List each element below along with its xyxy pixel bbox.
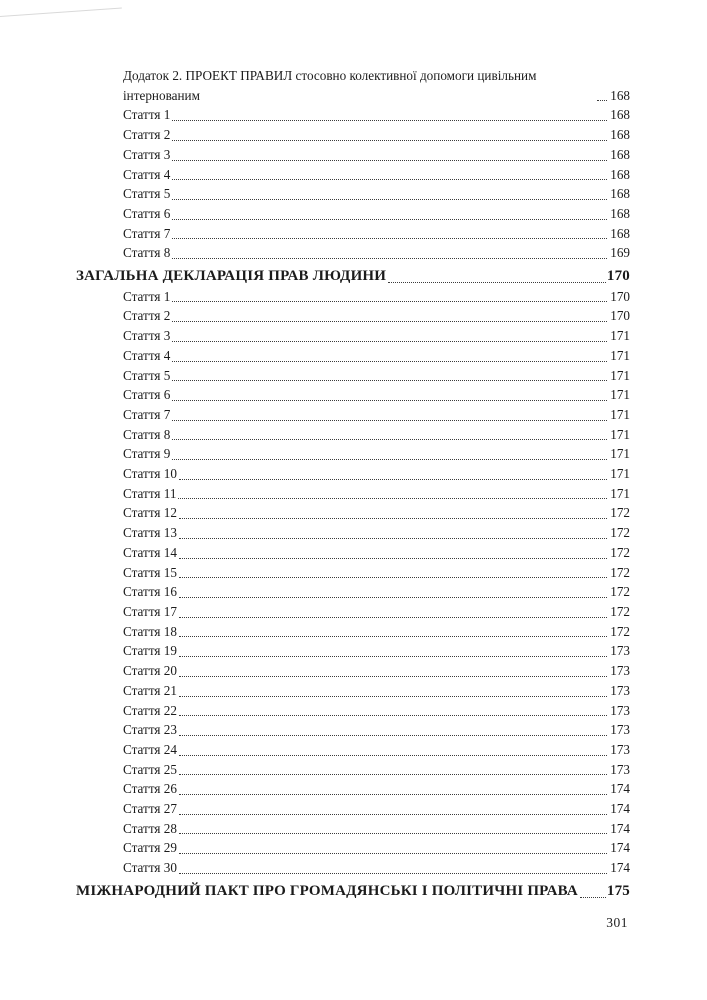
toc-entry xyxy=(76,681,630,701)
toc-entry-page: 172 xyxy=(610,525,630,541)
dotted-leader xyxy=(179,676,607,677)
toc-entry-label: Стаття 12 xyxy=(123,505,177,521)
dotted-leader xyxy=(172,321,607,322)
toc-entry-page: 168 xyxy=(610,186,630,202)
toc-entry-page: 168 xyxy=(610,146,630,162)
toc-entry-label: Стаття 3 xyxy=(123,328,171,344)
toc-entry xyxy=(76,838,630,858)
dotted-leader xyxy=(388,282,606,283)
toc-entry-label: Додаток 2. ПРОЕКТ ПРАВИЛ стосовно колективної допомоги цивільним інтернованим xyxy=(123,68,537,103)
toc-entry-label: Стаття 10 xyxy=(123,466,177,482)
toc-entry-label: Стаття 16 xyxy=(123,584,177,600)
toc-entry-page: 168 xyxy=(610,87,630,103)
dotted-leader xyxy=(179,538,607,539)
toc-entry-label: Стаття 6 xyxy=(123,205,171,221)
dotted-leader xyxy=(179,617,607,618)
toc-entry xyxy=(76,661,630,681)
toc-entry-label: Стаття 5 xyxy=(123,186,171,202)
toc-entry-page: 173 xyxy=(610,761,630,777)
toc-entry-label: Стаття 18 xyxy=(123,623,177,639)
toc-entry-page: 172 xyxy=(610,584,630,600)
dotted-leader xyxy=(172,140,607,141)
toc-entry-page: 172 xyxy=(610,505,630,521)
toc-entry-page: 175 xyxy=(606,882,630,899)
toc-entry-label: Стаття 29 xyxy=(123,840,177,856)
toc-entry-page: 171 xyxy=(610,426,630,442)
toc-entry xyxy=(76,105,630,125)
toc-entry xyxy=(76,287,630,307)
toc-entry-page: 174 xyxy=(610,840,630,856)
dotted-leader xyxy=(179,656,607,657)
dotted-leader xyxy=(172,420,607,421)
dotted-leader xyxy=(178,498,607,499)
dotted-leader xyxy=(179,735,607,736)
toc-entry-label: Стаття 4 xyxy=(123,166,171,182)
toc-entry-page: 174 xyxy=(610,781,630,797)
toc-entry-label: Стаття 22 xyxy=(123,702,177,718)
toc-entry-page: 173 xyxy=(610,643,630,659)
toc-entry-label: Стаття 1 xyxy=(123,288,171,304)
toc-entry xyxy=(76,882,630,902)
toc-entry xyxy=(76,385,630,405)
dotted-leader xyxy=(172,120,607,121)
toc-entry-label: Стаття 24 xyxy=(123,741,177,757)
toc-entry xyxy=(76,224,630,244)
toc-entry-label: Стаття 9 xyxy=(123,446,171,462)
toc-entry-label: Стаття 2 xyxy=(123,127,171,143)
toc-entry-page: 168 xyxy=(610,205,630,221)
toc-entry-page: 171 xyxy=(610,367,630,383)
toc-entry-page: 169 xyxy=(610,245,630,261)
toc-entry xyxy=(76,622,630,642)
dotted-leader xyxy=(179,755,607,756)
toc-entry-page: 172 xyxy=(610,623,630,639)
toc-entry xyxy=(76,125,630,145)
toc-entry xyxy=(76,543,630,563)
dotted-leader xyxy=(179,853,607,854)
toc-entry-label: Стаття 7 xyxy=(123,225,171,241)
toc-entry xyxy=(76,720,630,740)
toc-entry-page: 172 xyxy=(610,544,630,560)
toc-entry-page: 171 xyxy=(610,406,630,422)
dotted-leader xyxy=(172,258,607,259)
dotted-leader xyxy=(179,774,607,775)
toc-entry xyxy=(76,243,630,263)
toc-entry-label: Стаття 14 xyxy=(123,544,177,560)
toc-entry xyxy=(76,582,630,602)
dotted-leader xyxy=(179,577,607,578)
toc-entry xyxy=(76,799,630,819)
toc-entry-label: Стаття 17 xyxy=(123,603,177,619)
toc-entry-page: 172 xyxy=(610,603,630,619)
dotted-leader xyxy=(172,238,607,239)
toc-entry-label: Стаття 28 xyxy=(123,820,177,836)
dotted-leader xyxy=(179,636,607,637)
toc-entry-label: Стаття 1 xyxy=(123,107,171,123)
toc-entry-label: Стаття 23 xyxy=(123,722,177,738)
toc-entry xyxy=(76,503,630,523)
toc-entry-label: ЗАГАЛЬНА ДЕКЛАРАЦІЯ ПРАВ ЛЮДИНИ xyxy=(76,268,387,285)
toc-entry-label: Стаття 19 xyxy=(123,643,177,659)
toc-entry-label: Стаття 26 xyxy=(123,781,177,797)
dotted-leader xyxy=(179,715,607,716)
toc-entry-label: Стаття 5 xyxy=(123,367,171,383)
toc-entry-label: Стаття 15 xyxy=(123,564,177,580)
toc-entry xyxy=(76,405,630,425)
toc-entry xyxy=(76,165,630,185)
toc-entry-page: 173 xyxy=(610,741,630,757)
toc-entry xyxy=(76,184,630,204)
toc-entry xyxy=(76,267,630,287)
dotted-leader xyxy=(179,518,607,519)
toc-entry-label: Стаття 3 xyxy=(123,146,171,162)
page-number: 301 xyxy=(606,915,628,930)
toc-entry-page: 170 xyxy=(610,308,630,324)
dotted-leader xyxy=(179,696,607,697)
toc-entry-label: Стаття 6 xyxy=(123,387,171,403)
toc-entry-page: 168 xyxy=(610,225,630,241)
toc-entry-page: 168 xyxy=(610,127,630,143)
toc-entry xyxy=(76,858,630,878)
dotted-leader xyxy=(172,219,607,220)
toc-entry-label: Стаття 7 xyxy=(123,406,171,422)
toc-entry-label: МІЖНАРОДНИЙ ПАКТ ПРО ГРОМАДЯНСЬКІ І ПОЛІТИЧНІ ПРАВА xyxy=(76,882,578,899)
dotted-leader xyxy=(179,814,607,815)
toc-entry-page: 170 xyxy=(610,288,630,304)
dotted-leader xyxy=(179,558,607,559)
toc-entry xyxy=(76,602,630,622)
dotted-leader xyxy=(597,100,607,101)
toc-entry-page: 173 xyxy=(610,663,630,679)
toc-entry xyxy=(76,701,630,721)
toc-entry-label: Стаття 11 xyxy=(123,485,177,501)
dotted-leader xyxy=(172,341,607,342)
toc-entry-page: 174 xyxy=(610,801,630,817)
toc-entry xyxy=(76,145,630,165)
toc-entry xyxy=(76,740,630,760)
toc-entry-page: 168 xyxy=(610,107,630,123)
toc-entry xyxy=(76,563,630,583)
toc-entry-page: 170 xyxy=(606,268,630,285)
toc-entry-label: Стаття 13 xyxy=(123,525,177,541)
toc-entry-label: Стаття 20 xyxy=(123,663,177,679)
dotted-leader xyxy=(172,199,607,200)
dotted-leader xyxy=(179,479,607,480)
toc-entry xyxy=(76,66,630,105)
dotted-leader xyxy=(172,439,607,440)
toc-entry xyxy=(76,464,630,484)
toc-entry-label: Стаття 2 xyxy=(123,308,171,324)
dotted-leader xyxy=(580,897,606,898)
toc-entry xyxy=(76,484,630,504)
toc-entry-label: Стаття 30 xyxy=(123,860,177,876)
toc-entry xyxy=(76,779,630,799)
toc-entry xyxy=(76,819,630,839)
toc-entry-label: Стаття 8 xyxy=(123,426,171,442)
toc-entry-page: 173 xyxy=(610,682,630,698)
toc-entry xyxy=(76,425,630,445)
toc-entry xyxy=(76,444,630,464)
toc-entry-page: 168 xyxy=(610,166,630,182)
toc-entry-label: Стаття 8 xyxy=(123,245,171,261)
toc-entry-label: Стаття 25 xyxy=(123,761,177,777)
toc-entry xyxy=(76,306,630,326)
dotted-leader xyxy=(172,160,607,161)
toc-entry xyxy=(76,326,630,346)
dotted-leader xyxy=(172,400,607,401)
toc-entry xyxy=(76,346,630,366)
toc-entry-page: 171 xyxy=(610,347,630,363)
toc-entry xyxy=(76,366,630,386)
toc-entry-page: 171 xyxy=(610,387,630,403)
dotted-leader xyxy=(172,380,607,381)
scan-artifact xyxy=(0,7,122,17)
toc-entry-page: 174 xyxy=(610,820,630,836)
toc-entry-label: Стаття 21 xyxy=(123,682,177,698)
toc-entry-page: 173 xyxy=(610,722,630,738)
toc-entry-label: Стаття 27 xyxy=(123,801,177,817)
toc-entry-page: 174 xyxy=(610,860,630,876)
dotted-leader xyxy=(179,794,607,795)
dotted-leader xyxy=(172,301,607,302)
dotted-leader xyxy=(179,873,607,874)
toc-entry xyxy=(76,760,630,780)
toc-entry-label: Стаття 4 xyxy=(123,347,171,363)
dotted-leader xyxy=(179,597,607,598)
toc-entry-page: 171 xyxy=(610,466,630,482)
toc-entry xyxy=(76,523,630,543)
toc-entry xyxy=(76,204,630,224)
toc-entry-page: 171 xyxy=(610,446,630,462)
dotted-leader xyxy=(172,459,607,460)
toc-entry-page: 172 xyxy=(610,564,630,580)
dotted-leader xyxy=(172,179,607,180)
dotted-leader xyxy=(179,833,607,834)
toc-entry-page: 171 xyxy=(610,328,630,344)
table-of-contents xyxy=(76,66,630,902)
toc-entry-page: 173 xyxy=(610,702,630,718)
toc-entry-page: 171 xyxy=(610,485,630,501)
dotted-leader xyxy=(172,361,607,362)
toc-entry xyxy=(76,641,630,661)
